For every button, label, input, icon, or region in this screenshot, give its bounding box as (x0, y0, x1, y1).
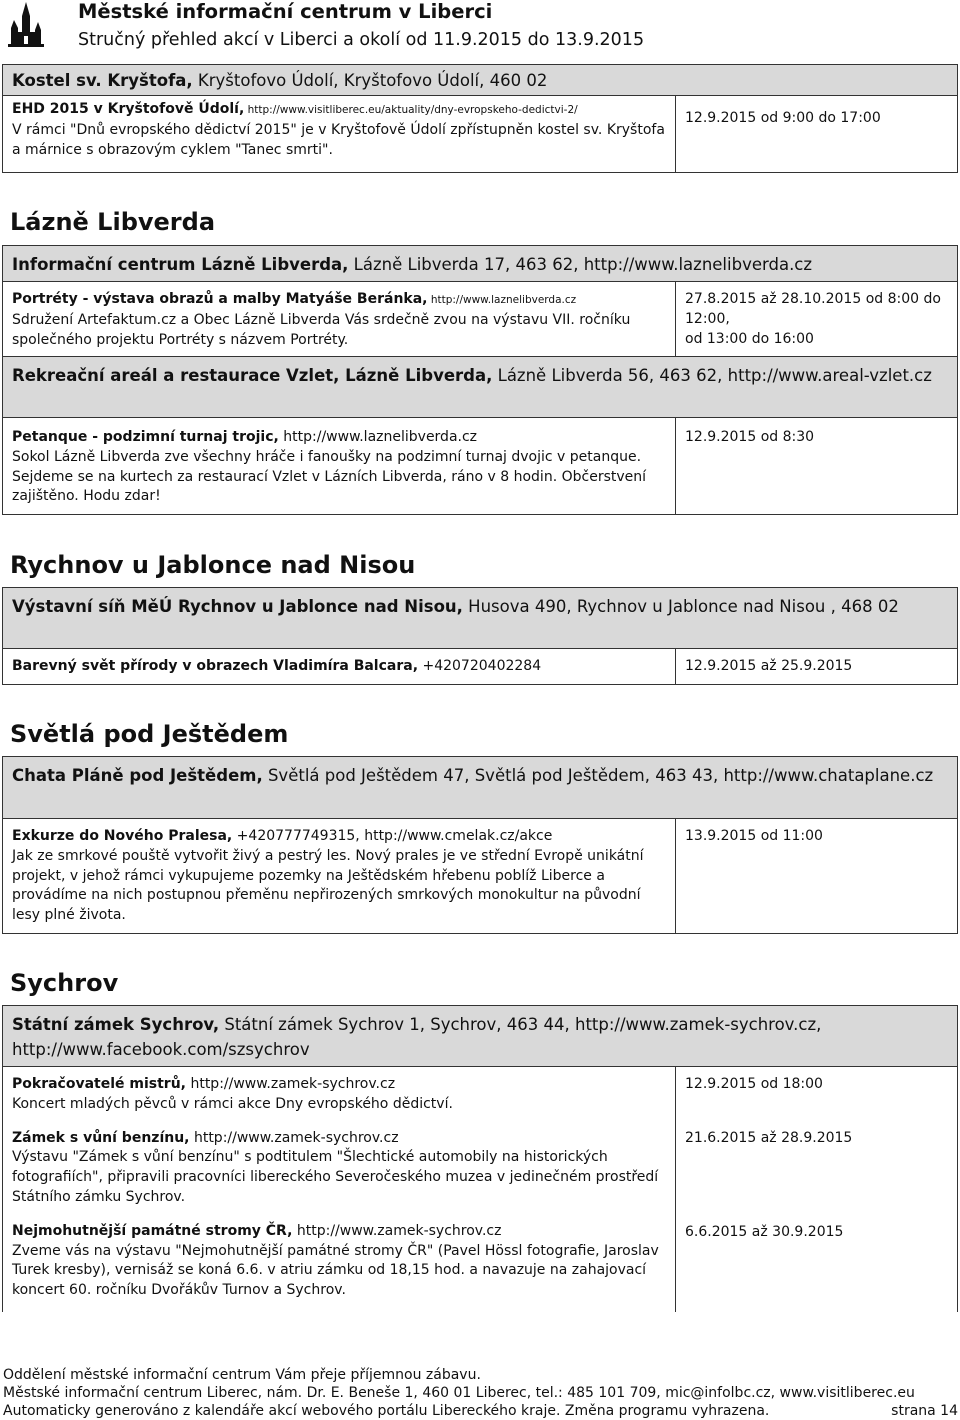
venue-name: Kostel sv. Kryštofa, (12, 71, 193, 90)
page-subtitle: Stručný přehled akcí v Liberci a okolí od 11.9.2015 do 13.9.2015 (78, 30, 645, 50)
section-title: Rychnov u Jablonce nad Nisou (10, 551, 416, 579)
event-url: http://www.laznelibverda.cz (278, 429, 478, 445)
event-text: Sokol Lázně Libverda zve všechny hráče i fanoušky na podzimní turnaj dvojic v petanque. Sejdeme se na kurtech za restaurací Vzlet v Lázních Libverda, ráno v 8 hodin. Občerstvení zajištěno. Hodu zdar! (12, 448, 647, 505)
venue-name: Informační centrum Lázně Libverda, (12, 255, 349, 274)
event-date: 21.6.2015 až 28.9.2015 (685, 1130, 853, 1146)
event-row (2, 1066, 958, 1312)
event-date (676, 282, 957, 356)
event-title: Portréty - výstava obrazů a malby Matyáše Beránka, (12, 291, 428, 307)
event-description (3, 418, 676, 514)
venue-header (2, 64, 958, 96)
event-description-column (3, 1067, 676, 1312)
event-date-line: 27.8.2015 až 28.10.2015 od 8:00 do 12:00, (685, 291, 941, 327)
event-title: Petanque - podzimní turnaj trojic, (12, 429, 279, 445)
event-text: Zveme vás na výstavu "Nejmohutnější památné stromy ČR" (Pavel Hössl fotografie, Jaroslav Turek kresby), vernisáž se koná 6.6. v atriu zámku od 18,15 hod. a navazuje na zahajovací koncert 60. ročníku Dvořákův Turnov a Sychrov. (12, 1242, 659, 1299)
event-date: 6.6.2015 až 30.9.2015 (685, 1224, 844, 1240)
event-date: 12.9.2015 až 25.9.2015 (685, 658, 853, 674)
event-item (12, 1129, 666, 1208)
event-url: http://www.visitliberec.eu/aktuality/dny-evropskeho-dedictvi-2/ (244, 104, 578, 116)
event-title: Exkurze do Nového Pralesa, (12, 828, 233, 844)
venue-header (2, 756, 958, 819)
event-date: 12.9.2015 od 8:30 (685, 429, 815, 445)
section-title: Světlá pod Ještědem (10, 720, 289, 748)
event-url: +420777749315, http://www.cmelak.cz/akce (232, 828, 553, 844)
event-url: +420720402284 (418, 658, 542, 674)
event-text: Koncert mladých pěvců v rámci akce Dny evropského dědictví. (12, 1095, 453, 1112)
event-date-line: od 13:00 do 16:00 (685, 330, 814, 347)
event-date: 12.9.2015 od 18:00 (685, 1076, 823, 1092)
event-url: http://www.zamek-sychrov.cz (189, 1129, 399, 1146)
footer-disclaimer-text: Automaticky generováno z kalendáře akcí webového portálu Libereckého kraje. Změna programu vyhrazena. (3, 1403, 770, 1419)
footer-contact: Městské informační centrum Liberec, nám. Dr. E. Beneše 1, 460 01 Liberec, tel.: 485 101 709, mic@infolbc.cz, www.visitliberec.eu (3, 1385, 915, 1401)
section-title: Lázně Libverda (10, 208, 216, 236)
venue-header (2, 587, 958, 649)
event-description (3, 819, 676, 933)
venue-header (2, 245, 958, 282)
event-row (2, 818, 958, 934)
event-description (3, 649, 676, 684)
event-url: http://www.zamek-sychrov.cz (292, 1222, 502, 1239)
event-text: Sdružení Artefaktum.cz a Obec Lázně Libverda Vás srdečně zvou na výstavu VII. ročníku společného projektu Portréty s názvem Portréty. (12, 311, 631, 348)
page-header (0, 0, 960, 58)
event-url: http://www.zamek-sychrov.cz (186, 1076, 396, 1092)
event-title: Pokračovatelé mistrů, (12, 1076, 186, 1092)
event-row (2, 417, 958, 515)
footer-greeting: Oddělení městské informační centrum Vám přeje příjemnou zábavu. (3, 1367, 481, 1383)
event-text: V rámci "Dnů evropského dědictví 2015" je v Kryštofově Údolí zpřístupněn kostel sv. Kryštofa a márnice s obrazovým cyklem "Tanec smrti". (12, 121, 665, 158)
event-row (2, 281, 958, 357)
page-title: Městské informační centrum v Liberci (78, 0, 493, 23)
event-date-column (676, 1067, 957, 1312)
event-date: 12.9.2015 od 9:00 do 17:00 (685, 110, 881, 126)
venue-header (2, 356, 958, 418)
liberec-town-hall-logo-icon (8, 2, 44, 48)
venue-name: Výstavní síň MěÚ Rychnov u Jablonce nad Nisou, (12, 597, 463, 616)
venue-address: Světlá pod Ještědem 47, Světlá pod Ještědem, 463 43, http://www.chataplane.cz (262, 766, 934, 785)
page-number: strana 14 (891, 1403, 958, 1419)
event-date: 13.9.2015 od 11:00 (685, 828, 823, 844)
venue-address: Státní zámek Sychrov 1, Sychrov, 463 44, http://www.zamek-sychrov.cz, http://www.facebook.com/szsychrov (12, 1015, 822, 1059)
venue-address: Kryštofovo Údolí, Kryštofovo Údolí, 460 02 (192, 71, 548, 90)
venue-address: Lázně Libverda 56, 463 62, http://www.areal-vzlet.cz (492, 366, 932, 385)
event-row (2, 95, 958, 173)
event-title: Zámek s vůní benzínu, (12, 1129, 190, 1146)
event-description (3, 282, 676, 356)
event-item (12, 1222, 666, 1301)
section-title: Sychrov (10, 969, 119, 997)
event-title: EHD 2015 v Kryštofově Údolí, (12, 101, 245, 117)
event-text: Výstavu "Zámek s vůní benzínu" s podtitulem "Šlechtické automobily na historických fotografiích", připravili pracovníci libereckého Severočeského muzea v jedinečném prostředí Státního zámku Sychrov. (12, 1149, 659, 1205)
event-text: Jak ze smrkové pouště vytvořit živý a pestrý les. Nový prales je ve střední Evropě unikátní projekt, v jehož rámci vykupujeme pozemky na Ještědském hřebenu poblíž Liberce a provádíme na nich postupnou přeměnu nepřirozených smrkových monokultur na původní lesy plné života. (12, 847, 644, 924)
venue-header (2, 1005, 958, 1067)
event-url: http://www.laznelibverda.cz (427, 294, 577, 306)
event-title: Barevný svět přírody v obrazech Vladimíra Balcara, (12, 658, 419, 674)
event-item (12, 1075, 666, 1115)
event-row (2, 648, 958, 685)
event-description (3, 96, 676, 172)
venue-name: Chata Pláně pod Ještědem, (12, 766, 263, 785)
venue-name: Státní zámek Sychrov, (12, 1015, 220, 1034)
footer-disclaimer (3, 1402, 958, 1420)
venue-address: Lázně Libverda 17, 463 62, http://www.laznelibverda.cz (348, 255, 813, 274)
page-footer (3, 1366, 958, 1420)
venue-name: Rekreační areál a restaurace Vzlet, Lázně Libverda, (12, 366, 493, 385)
event-title: Nejmohutnější památné stromy ČR, (12, 1222, 293, 1239)
venue-address: Husova 490, Rychnov u Jablonce nad Nisou , 468 02 (462, 597, 899, 616)
